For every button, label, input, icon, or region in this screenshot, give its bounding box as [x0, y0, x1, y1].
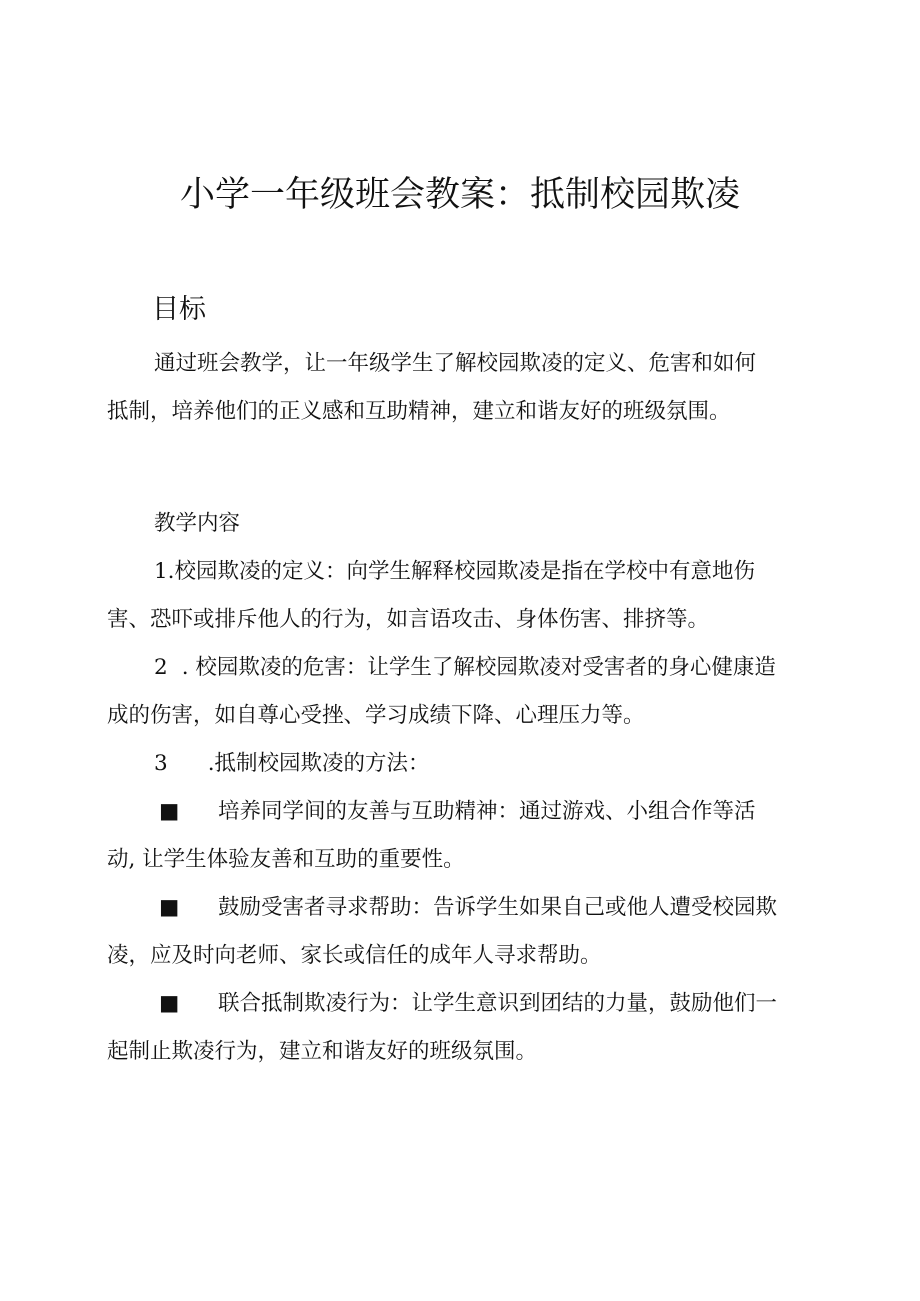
bullet-line-2: 凌，应及时向老师、家长或信任的成年人寻求帮助。 — [107, 943, 602, 968]
list-item-text: 校园欺凌的定义：向学生解释校园欺凌是指在学校中有意地伤 — [174, 559, 756, 584]
goal-line-1: 通过班会教学，让一年级学生了解校园欺凌的定义、危害和如何 — [154, 351, 757, 376]
content-heading: 教学内容 — [154, 511, 241, 536]
list-item-number: 3 — [154, 751, 168, 776]
list-item-line-1 — [107, 644, 823, 692]
bullet-line-1 — [107, 788, 823, 836]
list-item-text: . 校园欺凌的危害：让学生了解校园欺凌对受害者的身心健康造 — [181, 655, 776, 680]
list-item-line-1 — [107, 740, 823, 788]
list-item-line-2: 成的伤害，如自尊心受挫、学习成绩下降、心理压力等。 — [107, 703, 645, 728]
bullet-text: 联合抵制欺凌行为：让学生意识到团结的力量，鼓励他们一 — [218, 991, 778, 1016]
bullet-line-2: 起制止欺凌行为，建立和谐友好的班级氛围。 — [107, 1039, 538, 1064]
bullet-item-unite — [107, 980, 823, 1076]
goal-paragraph — [107, 340, 823, 436]
bullet-line-1 — [107, 884, 823, 932]
goal-line-2: 抵制，培养他们的正义感和互助精神，建立和谐友好的班级氛围。 — [107, 399, 731, 424]
list-item-number: 2 — [154, 655, 168, 680]
square-bullet-icon: ■ — [159, 895, 180, 920]
bullet-line-1 — [107, 980, 823, 1028]
list-item-number: 1. — [154, 559, 175, 584]
list-item-definition — [107, 548, 823, 644]
document-title: 小学一年级班会教案：抵制校园欺凌 — [179, 175, 740, 215]
square-bullet-icon: ■ — [159, 799, 180, 824]
list-item-line-1 — [107, 548, 823, 596]
bullet-text: 鼓励受害者寻求帮助：告诉学生如果自己或他人遭受校园欺 — [218, 895, 778, 920]
bullet-text: 培养同学间的友善与互助精神：通过游戏、小组合作等活 — [218, 799, 756, 824]
content-heading-block — [107, 500, 823, 548]
bullet-item-friendship — [107, 788, 823, 884]
list-item-text: .抵制校园欺凌的方法： — [207, 751, 430, 776]
list-item-line-2: 害、恐吓或排斥他人的行为，如言语攻击、身体伤害、排挤等。 — [107, 607, 710, 632]
goal-heading: 目标 — [152, 294, 206, 325]
list-item-harm — [107, 644, 823, 740]
bullet-item-seek-help — [107, 884, 823, 980]
bullet-line-2: 动, 让学生体验友善和互助的重要性。 — [107, 847, 465, 872]
list-item-methods — [107, 740, 823, 788]
square-bullet-icon: ■ — [159, 991, 180, 1016]
